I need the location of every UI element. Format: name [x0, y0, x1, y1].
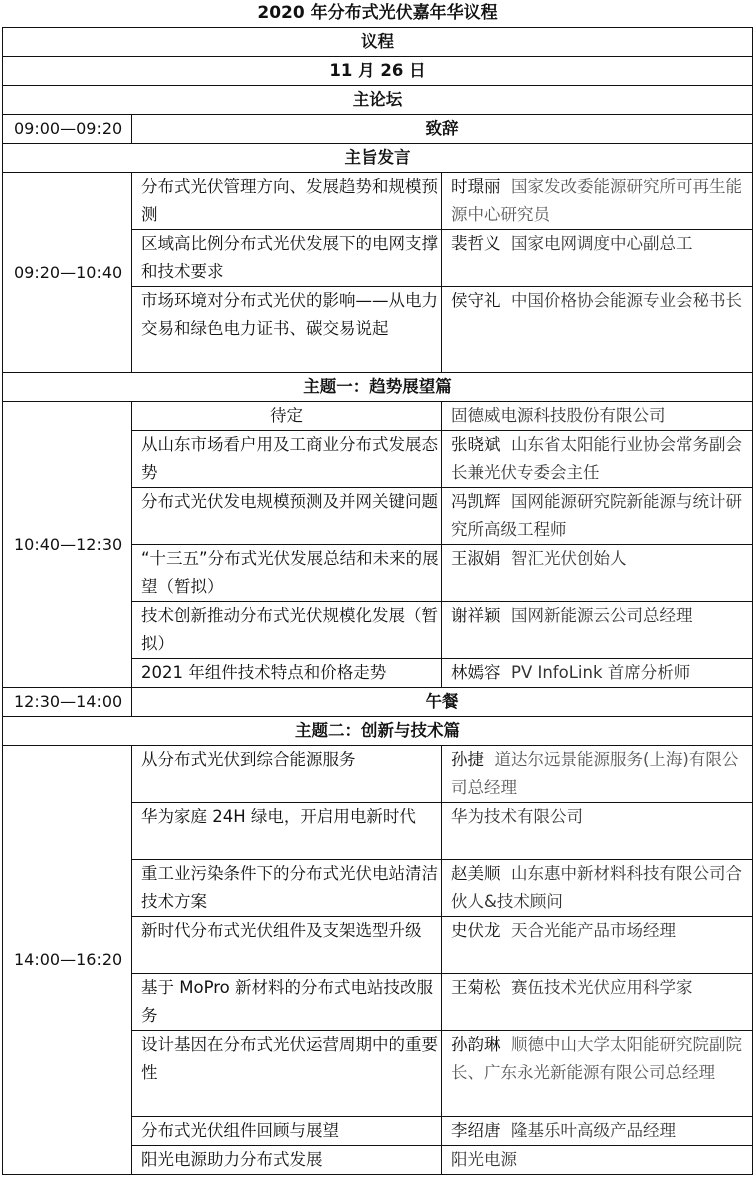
speaker-cell	[442, 431, 753, 488]
speaker-cell	[442, 1031, 753, 1117]
topic-cell: 华为家庭 24H 绿电，开启用电新时代	[132, 803, 442, 860]
topic-cell: 分布式光伏发电规模预测及并网关键问题	[132, 488, 442, 545]
time-cell: 14:00—16:20	[3, 746, 132, 1175]
topic-cell: 区域高比例分布式光伏发展下的电网支撑和技术要求	[132, 230, 442, 287]
speaker-name: 赵美顺	[451, 864, 501, 883]
speaker-cell	[442, 803, 753, 860]
speaker-org: 阳光电源	[451, 1150, 517, 1169]
speaker-org: 顺德中山大学太阳能研究院副院长、广东永光新能源有限公司总经理	[451, 1035, 742, 1082]
topic-cell: 市场环境对分布式光伏的影响——从电力交易和绿色电力证书、碳交易说起	[132, 287, 442, 373]
speaker-org: 固德威电源科技股份有限公司	[451, 406, 666, 425]
speaker-org: 华为技术有限公司	[451, 807, 583, 826]
date-header: 11 月 26 日	[3, 57, 753, 86]
main-forum-header: 主论坛	[3, 86, 753, 115]
section-header-keynote: 主旨发言	[3, 144, 753, 173]
speaker-cell	[442, 659, 753, 688]
speaker-org: PV InfoLink 首席分析师	[511, 663, 691, 682]
table-row	[3, 402, 753, 431]
speaker-cell	[442, 1117, 753, 1146]
speaker-org: 智汇光伏创始人	[511, 549, 627, 568]
speaker-cell	[442, 917, 753, 974]
speaker-org: 山东省太阳能行业协会常务副会长兼光伏专委会主任	[451, 435, 742, 482]
speaker-name: 裴哲义	[451, 234, 501, 253]
topic-cell: 设计基因在分布式光伏运营周期中的重要性	[132, 1031, 442, 1117]
topic-cell: 分布式光伏管理方向、发展趋势和规模预测	[132, 173, 442, 230]
speaker-org: 国网能源研究院新能源与统计研究所高级工程师	[451, 492, 742, 539]
topic-cell: 分布式光伏组件回顾与展望	[132, 1117, 442, 1146]
topic-cell: 从分布式光伏到综合能源服务	[132, 746, 442, 803]
speaker-name: 时璟丽	[451, 177, 501, 196]
speaker-org: 天合光能产品市场经理	[511, 921, 676, 940]
topic-cell: 2021 年组件技术特点和价格走势	[132, 659, 442, 688]
speaker-name: 冯凯辉	[451, 492, 501, 511]
speaker-org: 国网新能源云公司总经理	[511, 606, 693, 625]
speaker-org: 道达尔远景能源服务(上海)有限公司总经理	[451, 750, 739, 797]
speaker-cell	[442, 488, 753, 545]
speaker-org: 国家电网调度中心副总工	[511, 234, 693, 253]
speaker-org: 赛伍技术光伏应用科学家	[511, 978, 693, 997]
section-header-theme2: 主题二：创新与技术篇	[3, 717, 753, 746]
time-cell: 09:00—09:20	[3, 115, 132, 144]
speaker-name: 谢祥颖	[451, 606, 501, 625]
section-header-theme1: 主题一：趋势展望篇	[3, 373, 753, 402]
speaker-name: 侯守礼	[451, 291, 501, 310]
speaker-org: 国家发改委能源研究所可再生能源中心研究员	[451, 177, 742, 224]
topic-cell: 阳光电源助力分布式发展	[132, 1146, 442, 1175]
speaker-name: 王淑娟	[451, 549, 501, 568]
speaker-org: 隆基乐叶高级产品经理	[511, 1121, 676, 1140]
speaker-cell	[442, 860, 753, 917]
agenda-table	[2, 27, 753, 1175]
speaker-cell	[442, 974, 753, 1031]
speaker-name: 李绍唐	[451, 1121, 501, 1140]
speaker-cell	[442, 287, 753, 373]
lunch-label: 午餐	[132, 688, 753, 717]
speaker-org: 中国价格协会能源专业会秘书长	[511, 291, 742, 310]
topic-cell: 技术创新推动分布式光伏规模化发展（暂拟）	[132, 602, 442, 659]
topic-cell: “十三五”分布式光伏发展总结和未来的展望（暂拟）	[132, 545, 442, 602]
topic-cell: 从山东市场看户用及工商业分布式发展态势	[132, 431, 442, 488]
table-row	[3, 746, 753, 803]
speaker-cell	[442, 545, 753, 602]
speaker-name: 张晓斌	[451, 435, 501, 454]
agenda-header: 议程	[3, 28, 753, 57]
speaker-cell	[442, 1146, 753, 1175]
speaker-cell	[442, 402, 753, 431]
speaker-cell	[442, 173, 753, 230]
speaker-name: 林嫣容	[451, 663, 501, 682]
speaker-cell	[442, 746, 753, 803]
topic-cell: 重工业污染条件下的分布式光伏电站清洁技术方案	[132, 860, 442, 917]
speaker-cell	[442, 230, 753, 287]
time-cell: 10:40—12:30	[3, 402, 132, 688]
speaker-name: 史伏龙	[451, 921, 501, 940]
time-cell: 12:30—14:00	[3, 688, 132, 717]
table-row	[3, 173, 753, 230]
speaker-name: 孙捷	[451, 750, 484, 769]
topic-cell: 待定	[132, 402, 442, 431]
topic-cell: 新时代分布式光伏组件及支架选型升级	[132, 917, 442, 974]
page-title: 2020 年分布式光伏嘉年华议程	[257, 3, 498, 23]
speaker-name: 王菊松	[451, 978, 501, 997]
speaker-org: 山东惠中新材料科技有限公司合伙人&技术顾问	[451, 864, 742, 911]
speaker-cell	[442, 602, 753, 659]
topic-cell: 基于 MoPro 新材料的分布式电站技改服务	[132, 974, 442, 1031]
speaker-name: 孙韵琳	[451, 1035, 501, 1054]
time-cell: 09:20—10:40	[3, 173, 132, 373]
opening-label: 致辞	[132, 115, 753, 144]
